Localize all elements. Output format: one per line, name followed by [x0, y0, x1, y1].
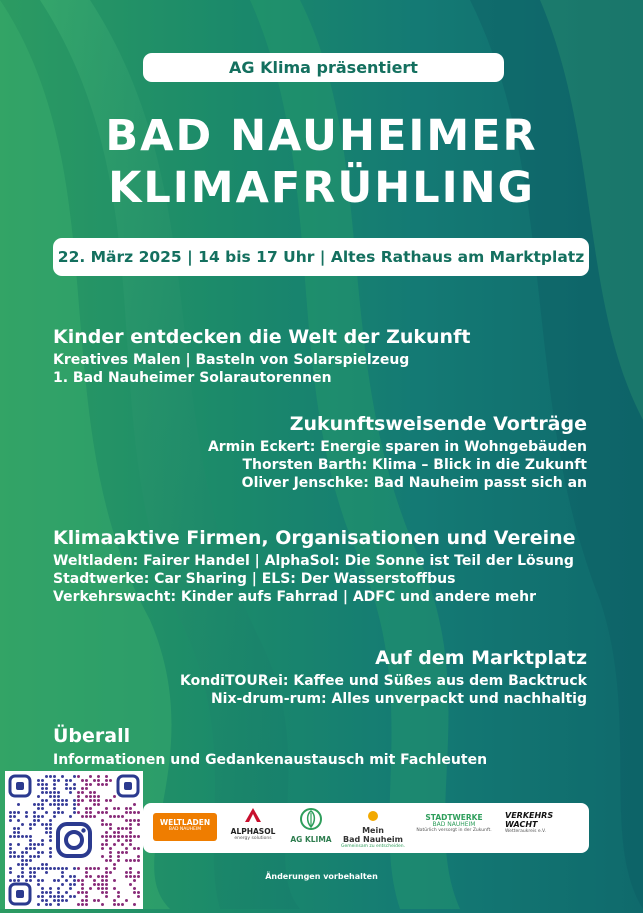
verkehrswacht-logo: VERKEHRS WACHT Wetteraukreis e.V.: [505, 811, 554, 834]
alphasol-a-icon: [243, 807, 263, 823]
ag-klima-logo: AG KLIMA: [289, 807, 333, 849]
section-line: Informationen und Gedankenaustausch mit Fachleuten: [53, 752, 488, 768]
section-line: Oliver Jenschke: Bad Nauheim passt sich an: [241, 475, 587, 491]
sun-icon: [366, 810, 380, 822]
title-line-2: KLIMAFRÜHLING: [108, 163, 535, 213]
section-line: Kreatives Malen | Basteln von Solarspielzeug: [53, 352, 410, 368]
section-heading: Auf dem Marktplatz: [375, 647, 587, 669]
instagram-qr-code[interactable]: [5, 771, 143, 909]
section-vortraege: [208, 412, 587, 492]
section-line: Thorsten Barth: Klima – Blick in die Zukunft: [242, 457, 587, 473]
section-heading: Klimaaktive Firmen, Organisationen und Vereine: [53, 527, 576, 549]
footer-note: Änderungen vorbehalten: [265, 872, 378, 881]
section-line: KondiTOURei: Kaffee und Süßes aus dem Backtruck: [179, 673, 587, 689]
section-firmen: [53, 526, 576, 606]
section-marktplatz: [180, 646, 587, 708]
stadtwerke-logo: STADTWERKE BAD NAUHEIM Natürlich versorgt in der Zukunft.: [416, 813, 492, 833]
section-line: Nix-drum-rum: Alles unverpackt und nachhaltig: [210, 691, 587, 707]
partner-logos-bar: [143, 803, 589, 853]
section-heading: Kinder entdecken die Welt der Zukunft: [53, 326, 471, 348]
mein-bad-nauheim-logo: Mein Bad Nauheim Gemeinsam zu entscheiden.: [339, 807, 407, 849]
page-title: [0, 110, 643, 214]
instagram-icon: [52, 818, 96, 862]
title-line-1: BAD NAUHEIMER: [105, 111, 538, 161]
section-line: Stadtwerke: Car Sharing | ELS: Der Wasserstoffbus: [53, 571, 456, 587]
qr-code-graphic: [5, 771, 143, 909]
section-heading: Zukunftsweisende Vorträge: [289, 413, 587, 435]
section-line: Verkehrswacht: Kinder aufs Fahrrad | ADFC und andere mehr: [53, 589, 536, 605]
alphasol-logo: ALPHASOL energy solutions: [223, 807, 283, 849]
section-line: 1. Bad Nauheimer Solarautorennen: [53, 370, 332, 386]
section-heading: Überall: [53, 725, 131, 747]
section-line: Weltladen: Fairer Handel | AlphaSol: Die Sonne ist Teil der Lösung: [53, 553, 574, 569]
weltladen-logo: WELTLADEN BAD NAUHEIM: [153, 807, 217, 849]
leaf-circle-icon: [298, 807, 324, 831]
date-location-banner: 22. März 2025 | 14 bis 17 Uhr | Altes Rathaus am Marktplatz: [53, 238, 589, 276]
presenter-banner: AG Klima präsentiert: [143, 53, 504, 82]
section-kinder: [53, 325, 470, 387]
section-ueberall: [53, 724, 487, 769]
section-line: Armin Eckert: Energie sparen in Wohngebäuden: [207, 439, 587, 455]
